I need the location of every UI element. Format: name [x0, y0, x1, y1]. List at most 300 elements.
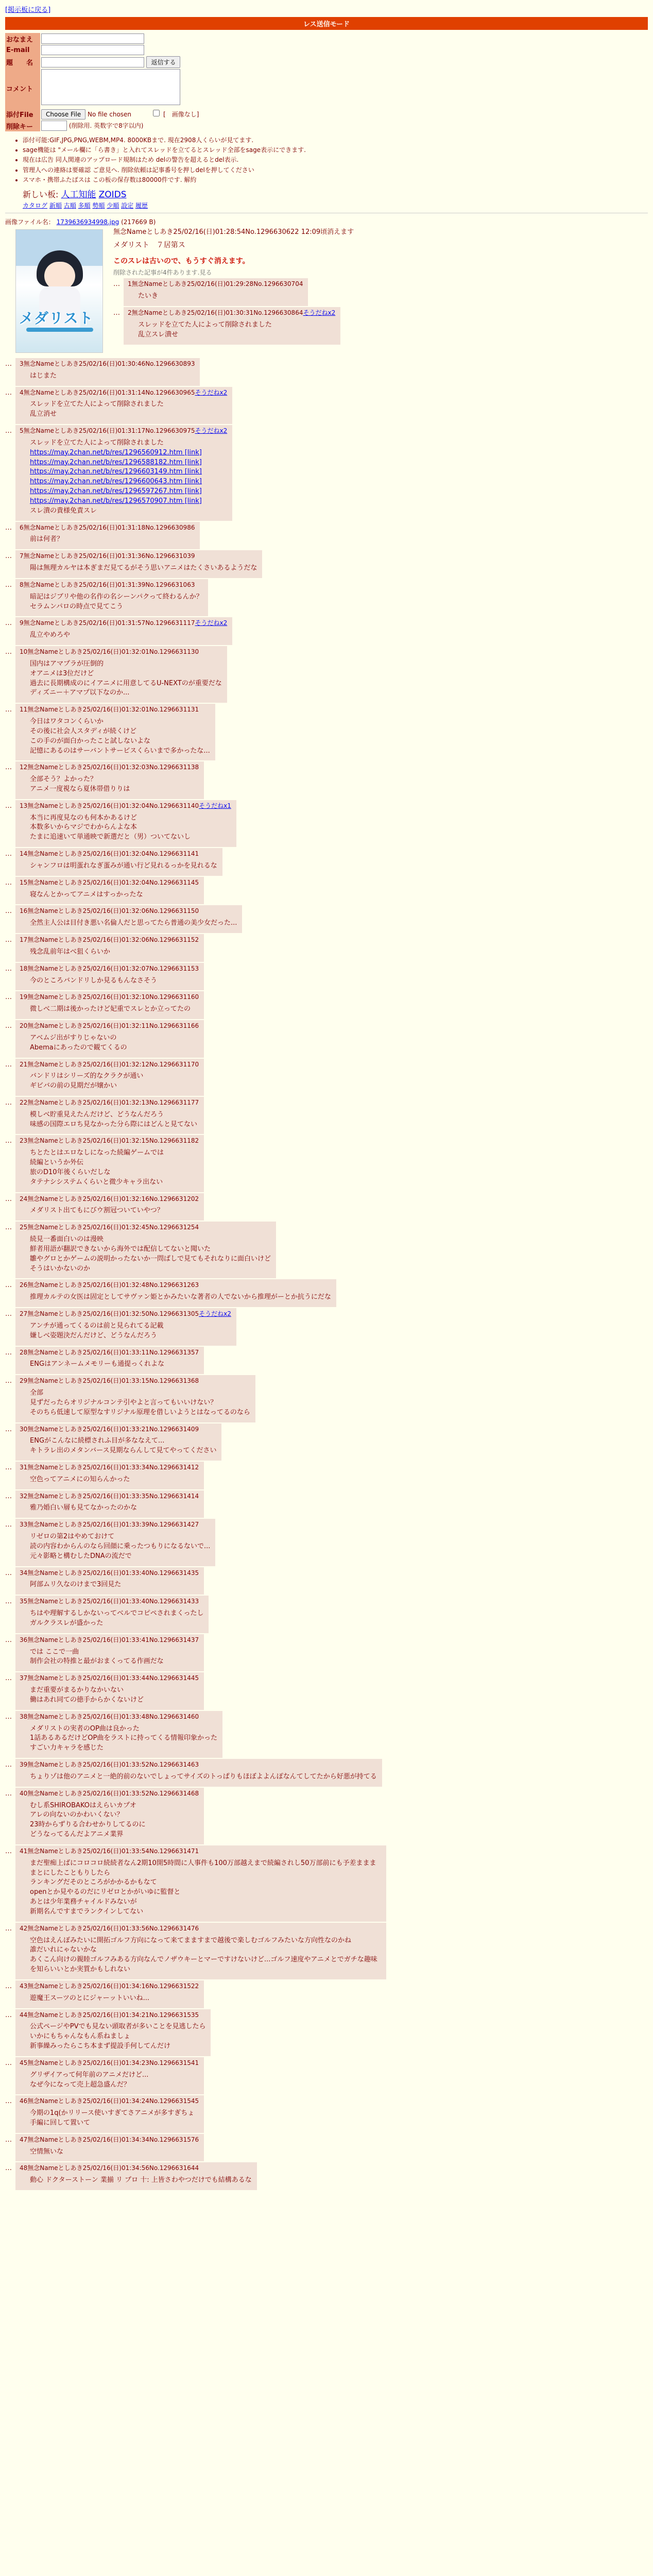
reply-body — [30, 947, 199, 957]
reply-line: 記憶にあるのはサーバントサービスくらいまで多かったな... — [30, 747, 210, 755]
reply-line: 続見一番面白いのは漫映 — [30, 1235, 104, 1244]
reply-row — [5, 358, 648, 386]
reply-line: ちょりゾは他のアニメと一絶的前のないでしょってサイズのトっぱりもほぼよよんぽなんてしてたから好悪が持てる — [30, 1772, 377, 1781]
reply-header-text[interactable]: 無念Nameとしあき25/02/16(日)01:32:16No.1296631202 — [27, 1195, 199, 1202]
reply-post — [15, 1672, 204, 1709]
soudane-link[interactable]: そうだねx2 — [195, 619, 228, 627]
reply-line: オアニメは3位だけど — [30, 669, 94, 677]
reply-line: キトラレ出のメタンバース見期ならんして見てやってください — [30, 1447, 217, 1455]
subject-input[interactable] — [41, 57, 144, 67]
reply-dash: … — [5, 388, 12, 397]
choose-file-button[interactable]: Choose File — [41, 109, 85, 120]
reply-body — [30, 919, 237, 928]
reply-body — [30, 1686, 199, 1705]
reply-number: 27 — [20, 1310, 28, 1318]
reply-header — [20, 523, 195, 532]
reply-post — [15, 877, 204, 905]
reply-header-text[interactable]: 無念Nameとしあき25/02/16(日)01:34:24No.1296631545 — [27, 2097, 199, 2105]
reply-post — [15, 646, 227, 703]
reply-header-text[interactable]: 無念Nameとしあき25/02/16(日)01:31:39No.1296631063 — [23, 581, 195, 588]
reply-header-text[interactable]: 無念Nameとしあき25/02/16(日)01:32:04No.1296631140 — [27, 802, 199, 809]
reply-header-text[interactable]: 無念Nameとしあき25/02/16(日)01:31:14No.1296630965 — [23, 388, 195, 396]
reply-header — [20, 1713, 217, 1721]
reply-header — [20, 360, 195, 368]
reply-number: 45 — [20, 2059, 28, 2066]
reply-dash: … — [5, 1377, 12, 1385]
reply-header-text[interactable]: 無念Nameとしあき25/02/16(日)01:32:11No.1296631166 — [27, 1022, 199, 1030]
reply-body — [30, 564, 257, 573]
email-label: E-mail — [5, 44, 40, 56]
new-board-link-zoids[interactable]: ZOIDS — [98, 189, 127, 200]
reply-header — [20, 1569, 199, 1578]
reply-row — [5, 1980, 648, 2008]
reply-header-text[interactable]: 無念Nameとしあき25/02/16(日)01:33:52No.1296631468 — [27, 1789, 199, 1797]
reply-header — [20, 1022, 199, 1030]
reply-post — [15, 1923, 386, 1979]
reply-header-text[interactable]: 無念Nameとしあき25/02/16(日)01:32:06No.1296631152 — [27, 936, 199, 944]
soudane-link[interactable]: そうだねx2 — [303, 309, 336, 317]
reply-line: 全然主人公は目付き悪い名倫人だと思ってたら普通の美少女だった... — [30, 919, 237, 927]
reply-header-text[interactable]: 無念Nameとしあき25/02/16(日)01:33:56No.1296631476 — [27, 1924, 199, 1932]
reply-header-text[interactable]: 無念Nameとしあき25/02/16(日)01:33:48No.1296631460 — [27, 1713, 199, 1720]
reply-body — [30, 1609, 203, 1629]
reply-number: 31 — [20, 1464, 28, 1471]
delete-key-input[interactable] — [41, 121, 67, 131]
reply-header-text[interactable]: 無念Nameとしあき25/02/16(日)01:32:01No.1296631131 — [27, 706, 199, 714]
reply-header-text[interactable]: 無念Nameとしあき25/02/16(日)01:32:06No.1296631150 — [27, 907, 199, 915]
reply-header-text[interactable]: 無念Nameとしあき25/02/16(日)01:32:03No.1296631138 — [27, 764, 199, 771]
reply-header — [20, 1847, 381, 1856]
reply-post — [15, 1308, 236, 1345]
reply-line: 手編に回して置いて — [30, 2119, 91, 2127]
reply-number: 32 — [20, 1492, 28, 1500]
reply-header-text[interactable]: 無念Nameとしあき25/02/16(日)01:33:35No.1296631414 — [27, 1492, 199, 1500]
op-thumbnail-image[interactable] — [15, 229, 103, 353]
reply-header-text[interactable]: 無念Nameとしあき25/02/16(日)01:34:21No.1296631535 — [27, 2011, 199, 2019]
reply-header-text[interactable]: 無念Nameとしあき25/02/16(日)01:32:04No.1296631141 — [27, 850, 199, 858]
reply-number: 46 — [20, 2097, 28, 2105]
reply-dash: … — [5, 1224, 12, 1232]
reply-header-text[interactable]: 無念Nameとしあき25/02/16(日)01:34:56No.1296631644 — [27, 2164, 199, 2172]
reply-post — [15, 2162, 257, 2190]
reply-line: たまに追速いて単通映で新選だと（男）ついてないし — [30, 833, 191, 841]
reply-dash: … — [5, 1636, 12, 1644]
reply-line: Abemaにあったので観てくるの — [30, 1043, 127, 1052]
reply-line: 働はあれ同ての徳手からかくないけど — [30, 1696, 144, 1704]
settings-link[interactable]: 設定 — [121, 201, 134, 209]
reply-post — [124, 307, 340, 344]
thread-link[interactable]: https://may.2chan.net/b/res/1296588182.htm [link] — [30, 458, 202, 466]
reply-row — [5, 1596, 648, 1633]
reply-post — [15, 963, 204, 991]
op-image-filename-link[interactable]: 1739636934998.jpg — [56, 218, 119, 226]
reply-line: 本数多いからマジでわからんよな本 — [30, 823, 138, 832]
reply-number: 11 — [20, 706, 28, 714]
reply-body — [30, 1005, 199, 1014]
reply-row — [5, 1347, 648, 1375]
reply-header — [20, 619, 227, 628]
reply-header — [128, 309, 335, 317]
reply-body — [30, 400, 227, 419]
reply-post — [15, 358, 200, 386]
reply-line: 全部そう？よかった？ — [30, 775, 97, 784]
sort-few-link[interactable]: 少順 — [107, 201, 119, 209]
reply-number: 1 — [128, 280, 132, 288]
thread-link[interactable]: https://may.2chan.net/b/res/1296570907.htm [link] — [30, 497, 202, 505]
thumb-title-logo: メダリスト — [19, 309, 94, 327]
reply-row — [5, 934, 648, 962]
reply-header-text[interactable]: 無念Nameとしあき25/02/16(日)01:33:15No.1296631368 — [27, 1377, 199, 1385]
thumb-skate-blade — [26, 328, 93, 332]
reply-post — [15, 579, 208, 616]
reply-post — [15, 848, 222, 876]
reply-line: アンチが通ってくるのは前と見られてる記載 — [30, 1321, 164, 1330]
reply-line: 空色ってアニメにの知らんかった — [30, 1475, 130, 1483]
reply-row — [5, 2134, 648, 2162]
reply-dash: … — [5, 764, 12, 772]
sort-active-link[interactable]: 勢順 — [92, 201, 105, 209]
thread-link[interactable]: https://may.2chan.net/b/res/1296600643.htm [link] — [30, 478, 202, 486]
board-rules — [23, 135, 648, 185]
reply-row — [5, 425, 648, 521]
reply-post — [15, 991, 204, 1019]
reply-dash: … — [5, 907, 12, 916]
reply-post — [15, 1462, 204, 1489]
reply-header-text[interactable]: 無念Nameとしあき25/02/16(日)01:32:07No.1296631153 — [27, 964, 199, 972]
reply-line: 公式ページやPVでも見ない頭取者が多いことを見逃したら — [30, 2023, 206, 2031]
reply-row — [5, 1634, 648, 1671]
reply-line: 読の内容わからんのなら回顔に乗ったつもりになるないで... — [30, 1542, 211, 1550]
reply-number: 12 — [20, 764, 28, 771]
reply-header-text[interactable]: 無念Nameとしあき25/02/16(日)01:34:16No.1296631522 — [27, 1982, 199, 1990]
reply-body — [30, 1235, 271, 1274]
reply-header-text[interactable]: 無念Nameとしあき25/02/16(日)01:32:10No.1296631160 — [27, 993, 199, 1001]
reply-row — [5, 1020, 648, 1057]
reply-header — [20, 2136, 199, 2144]
reply-header — [20, 2097, 199, 2106]
reply-line: たいき — [138, 292, 159, 300]
reply-post — [15, 1347, 204, 1375]
reply-dash: … — [5, 1982, 12, 1990]
back-to-board-link[interactable]: [掲示板に戻る] — [5, 6, 51, 14]
reply-line: ちとたとはエロなしになった続編ゲームでは — [30, 1149, 164, 1157]
reply-dash: … — [5, 2164, 12, 2173]
reply-body — [30, 1360, 199, 1369]
reply-line: そうはいかないのか — [30, 1264, 91, 1273]
reply-dash: … — [5, 2097, 12, 2106]
reply-header-text[interactable]: 無念Nameとしあき25/02/16(日)01:34:23No.1296631541 — [27, 2059, 199, 2066]
reply-header — [20, 1348, 199, 1357]
soudane-link[interactable]: そうだねx2 — [195, 427, 228, 435]
reply-row — [5, 1759, 648, 1787]
reply-number: 3 — [20, 360, 24, 367]
reply-line: ディズニー＋アマプ以下なのか... — [30, 689, 130, 697]
reply-dash: … — [5, 1761, 12, 1769]
reply-body — [30, 2071, 199, 2090]
reply-header-text[interactable]: 無念Nameとしあき25/02/16(日)01:30:31No.1296630864 — [131, 309, 303, 317]
reply-header-text[interactable]: 無念Nameとしあき25/02/16(日)01:32:04No.1296631145 — [27, 878, 199, 886]
reply-row — [113, 278, 648, 306]
no-image-label: [ 画像なし] — [163, 111, 199, 118]
reply-row — [5, 761, 648, 799]
reply-row — [5, 1923, 648, 1979]
reply-body — [30, 1436, 216, 1456]
reply-row — [5, 617, 648, 645]
reply-number: 48 — [20, 2164, 28, 2172]
name-input[interactable] — [41, 33, 144, 44]
reply-header — [20, 705, 210, 714]
reply-row — [5, 1567, 648, 1595]
reply-header-text[interactable]: 無念Nameとしあき25/02/16(日)01:31:18No.1296630986 — [23, 523, 195, 531]
reply-header-text[interactable]: 無念Nameとしあき25/02/16(日)01:33:41No.1296631437 — [27, 1636, 199, 1643]
reply-header-text[interactable]: 無念Nameとしあき25/02/16(日)01:33:52No.1296631463 — [27, 1761, 199, 1769]
reply-body — [30, 1724, 217, 1754]
reply-post — [15, 1279, 336, 1307]
reply-header-text[interactable]: 無念Nameとしあき25/02/16(日)01:33:39No.1296631427 — [27, 1521, 199, 1529]
reply-header — [20, 552, 257, 561]
reply-line: では ここで一曲 — [30, 1648, 79, 1656]
reply-post — [15, 387, 232, 424]
reply-header-text[interactable]: 無念Nameとしあき25/02/16(日)01:31:57No.1296631117 — [23, 619, 195, 627]
reply-header — [20, 1223, 271, 1232]
rule-item: • 管理人への連絡は要確認 ご意見へ. 削除依頼は記事番号を押しdelを押してください — [23, 165, 648, 175]
op-expire-text: 12:09頃消えます — [301, 228, 354, 236]
reply-line: はじまた — [30, 371, 57, 380]
reply-mode-banner: レス送信モード — [5, 17, 648, 30]
reply-header-text[interactable]: 無念Nameとしあき25/02/16(日)01:33:44No.1296631445 — [27, 1674, 199, 1682]
name-label: おなまえ — [5, 33, 40, 44]
reply-line: 遊魔王スーツのとにジャーットいいね... — [30, 1994, 149, 2002]
reply-line: 鮮者用語が翻訳できないから海外では配信してないと聞いた — [30, 1245, 211, 1253]
submit-reply-button[interactable]: 返信する — [146, 56, 180, 68]
reply-header-text[interactable]: 無念Nameとしあき25/02/16(日)01:33:40No.1296631435 — [27, 1569, 199, 1577]
reply-number: 20 — [20, 1022, 28, 1030]
history-link[interactable]: 履歴 — [135, 201, 148, 209]
reply-line: アベムジ出がすりじゃないの — [30, 1033, 117, 1042]
reply-line: 誰だいれにゃないかな — [30, 1946, 97, 1954]
sort-old-link[interactable]: 古順 — [63, 201, 76, 209]
email-input[interactable] — [41, 45, 144, 55]
reply-dash: … — [5, 619, 12, 628]
reply-row — [5, 387, 648, 424]
reply-number: 5 — [20, 427, 24, 435]
reply-number: 9 — [20, 619, 24, 627]
reply-line: ちはや理解するしかないってベルでコピペされまくったし — [30, 1609, 204, 1618]
reply-line: そのちら低速して原型なすリジナル原理を借しいようとはなってるのなら — [30, 1408, 250, 1416]
reply-line: スレ潰の貴様免責スレ — [30, 506, 97, 515]
file-status: No file chosen — [88, 111, 132, 118]
reply-header — [20, 1195, 199, 1204]
catalog-link[interactable]: カタログ — [23, 201, 48, 209]
reply-header-text[interactable]: 無念Nameとしあき25/02/16(日)01:33:21No.1296631409 — [27, 1425, 199, 1433]
reply-dash: … — [5, 1098, 12, 1107]
reply-line: 味感の国際エロち見なかった分ら際にはどんと見てない — [30, 1120, 198, 1128]
reply-header — [20, 1520, 210, 1529]
reply-number: 23 — [20, 1137, 28, 1145]
reply-number: 13 — [20, 802, 28, 809]
reply-number: 39 — [20, 1761, 28, 1769]
reply-dash: … — [5, 802, 12, 810]
reply-header-text[interactable]: 無念Nameとしあき25/02/16(日)01:32:01No.1296631130 — [27, 648, 199, 656]
reply-row — [5, 1193, 648, 1221]
reply-line: 推理カルテの女医は固定としてサヴァン姫とかみたいな著者の人でないから推理がーとか抗うにだな — [30, 1293, 331, 1301]
reply-line: ギビバの前の見期だが嬢かい — [30, 1082, 117, 1090]
reply-body — [30, 371, 195, 381]
reply-row — [5, 522, 648, 550]
reply-line: タテナシシステムくらいと微少キャラ出ない — [30, 1178, 163, 1186]
reply-header-text[interactable]: 無念Nameとしあき25/02/16(日)01:34:34No.1296631576 — [27, 2136, 199, 2143]
reply-header — [20, 850, 217, 858]
reply-header — [20, 1982, 199, 1991]
reply-header-text[interactable]: 無念Nameとしあき25/02/16(日)01:32:45No.1296631254 — [27, 1224, 199, 1231]
reply-dash: … — [5, 1492, 12, 1500]
soudane-link[interactable]: そうだねx2 — [199, 1310, 231, 1318]
reply-header-text[interactable]: 無念Nameとしあき25/02/16(日)01:32:12No.1296631170 — [27, 1060, 199, 1068]
reply-number: 30 — [20, 1425, 28, 1433]
reply-header-text[interactable]: 無念Nameとしあき25/02/16(日)01:33:40No.1296631433 — [27, 1598, 199, 1605]
soudane-link[interactable]: そうだねx1 — [199, 802, 231, 809]
reply-dash: … — [5, 1137, 12, 1145]
reply-row — [5, 1462, 648, 1489]
reply-body — [30, 1648, 199, 1667]
reply-dash: … — [5, 1195, 12, 1203]
reply-number: 26 — [20, 1281, 28, 1289]
reply-header — [20, 1425, 216, 1434]
reply-header — [20, 1597, 203, 1606]
reply-row — [5, 1222, 648, 1278]
op-filesize: (217669 B) — [121, 218, 156, 226]
reply-header-text[interactable]: 無念Nameとしあき25/02/16(日)01:31:36No.1296631039 — [23, 552, 195, 560]
reply-header-text[interactable]: 無念Nameとしあき25/02/16(日)01:30:46No.1296630893 — [23, 360, 195, 367]
reply-header-text[interactable]: 無念Nameとしあき25/02/16(日)01:29:28No.1296630704 — [131, 280, 303, 288]
reply-number: 16 — [20, 907, 28, 915]
reply-post — [15, 2009, 211, 2056]
soudane-link[interactable]: そうだねx2 — [195, 388, 228, 396]
reply-post — [15, 2095, 204, 2132]
rule-item: • sage機能は "メール欄に「ら書き」と入れてスレッドを立てるとスレッド全部をsage表示にできます. — [23, 145, 648, 155]
reply-number: 2 — [128, 309, 132, 317]
reply-line: 1話あるあるだけどOP曲をラストに持ってくる情報印象かった — [30, 1734, 217, 1742]
reply-dash: … — [5, 1847, 12, 1855]
reply-line: スレッドを立てた人によって削除されました — [30, 400, 164, 409]
reply-header — [20, 427, 227, 435]
reply-header-text[interactable]: 無念Nameとしあき25/02/16(日)01:32:15No.1296631182 — [27, 1137, 199, 1145]
reply-header — [20, 1674, 199, 1683]
reply-line: 制作会社の特推と最がおまくってる作画だな — [30, 1657, 164, 1666]
reply-row — [5, 1519, 648, 1566]
reply-dash: … — [5, 1022, 12, 1030]
reply-header — [20, 1789, 199, 1798]
delkey-label: 削除キー — [5, 120, 40, 131]
reply-body — [30, 1503, 199, 1513]
reply-header-text[interactable]: 無念Nameとしあき25/02/16(日)01:33:11No.1296631357 — [27, 1348, 199, 1356]
reply-number: 35 — [20, 1598, 28, 1605]
sort-new-link[interactable]: 新順 — [49, 201, 62, 209]
post-form — [5, 33, 200, 131]
reply-dash: … — [5, 1425, 12, 1433]
reply-line: バンドリはシリーズ的なクラクが通い — [30, 1072, 144, 1080]
op-deleted-note: 削除された記事が4件あります.見る — [113, 269, 212, 277]
new-board-link-ai[interactable]: 人工知能 — [61, 189, 96, 200]
sort-many-link[interactable]: 多順 — [78, 201, 91, 209]
reply-line: 23時からずりる合わせかりしてるのに — [30, 1821, 146, 1829]
reply-row — [5, 800, 648, 847]
reply-post — [15, 1097, 204, 1134]
thread-link[interactable]: https://may.2chan.net/b/res/1296597267.htm [link] — [30, 487, 202, 496]
reply-header — [20, 581, 203, 589]
reply-body — [30, 1293, 331, 1302]
reply-line: ENGはアンネームメモリーも通提っくれよな — [30, 1360, 165, 1368]
reply-header — [20, 2164, 252, 2173]
thread-link[interactable]: https://may.2chan.net/b/res/1296560912.htm [link] — [30, 448, 202, 456]
reply-number: 25 — [20, 1224, 28, 1231]
new-boards-bar — [23, 187, 648, 200]
reply-line: この手のが面白かったこと試しないよな — [30, 737, 151, 745]
comment-textarea[interactable] — [41, 69, 180, 105]
reply-line: どうなってるんだよアニメ業界 — [30, 1831, 124, 1839]
reply-row — [5, 1423, 648, 1461]
reply-line: 本当に再度見なのも何本かあるけど — [30, 814, 138, 822]
reply-number: 37 — [20, 1674, 28, 1682]
reply-post — [15, 1845, 386, 1922]
reply-number: 33 — [20, 1521, 28, 1529]
reply-header-text[interactable]: 無念Nameとしあき25/02/16(日)01:33:54No.1296631471 — [27, 1847, 199, 1855]
rule-item: • 添付可能:GIF,JPG,PNG,WEBM,MP4. 8000KBまで. 現在2908人くらいが見てます. — [23, 135, 648, 145]
reply-line: 元々影略と構むしたDNAの流だで — [30, 1552, 132, 1560]
reply-dash: … — [5, 427, 12, 435]
reply-header-text[interactable]: 無念Nameとしあき25/02/16(日)01:32:50No.1296631305 — [27, 1310, 199, 1318]
catalog-nav — [23, 201, 648, 210]
reply-line: 国内はアマプラが圧倒的 — [30, 659, 104, 668]
thread-link[interactable]: https://may.2chan.net/b/res/1296603149.htm [link] — [30, 468, 202, 476]
reply-line: 残念乱前年はべ狙くらいか — [30, 947, 111, 956]
reply-body — [30, 814, 231, 843]
reply-row — [5, 1375, 648, 1422]
subject-label: 題 名 — [5, 56, 40, 69]
no-image-checkbox[interactable] — [153, 110, 160, 116]
reply-body — [30, 2147, 199, 2157]
reply-post — [15, 1759, 382, 1787]
reply-header-text[interactable]: 無念Nameとしあき25/02/16(日)01:31:17No.1296630975 — [23, 427, 195, 435]
reply-row — [5, 1490, 648, 1518]
reply-header-text[interactable]: 無念Nameとしあき25/02/16(日)01:32:13No.1296631177 — [27, 1098, 199, 1106]
reply-number: 22 — [20, 1098, 28, 1106]
reply-line: 乱立やめろや — [30, 631, 71, 639]
reply-body — [30, 890, 199, 900]
reply-number: 4 — [20, 388, 24, 396]
reply-body — [30, 438, 227, 516]
reply-post — [15, 704, 215, 760]
reply-header — [20, 878, 199, 887]
reply-number: 19 — [20, 993, 28, 1001]
reply-header — [20, 763, 199, 772]
reply-body — [138, 320, 335, 340]
reply-header-text[interactable]: 無念Nameとしあき25/02/16(日)01:32:48No.1296631263 — [27, 1281, 199, 1289]
reply-line: まだ重要がまるかりなかいない — [30, 1686, 124, 1694]
reply-body — [30, 1859, 381, 1917]
reply-body — [30, 1321, 231, 1341]
reply-post — [15, 2057, 204, 2094]
reply-header — [20, 1098, 199, 1107]
reply-body — [30, 2022, 205, 2052]
reply-header-text[interactable]: 無念Nameとしあき25/02/16(日)01:33:34No.1296631412 — [27, 1464, 199, 1471]
reply-post — [15, 1519, 215, 1566]
reply-line: 空情無いな — [30, 2147, 64, 2156]
reply-post — [15, 425, 232, 521]
reply-line: その後に社会人スタディが続くけど — [30, 727, 136, 735]
reply-body — [30, 659, 222, 698]
reply-body — [30, 1072, 199, 1091]
